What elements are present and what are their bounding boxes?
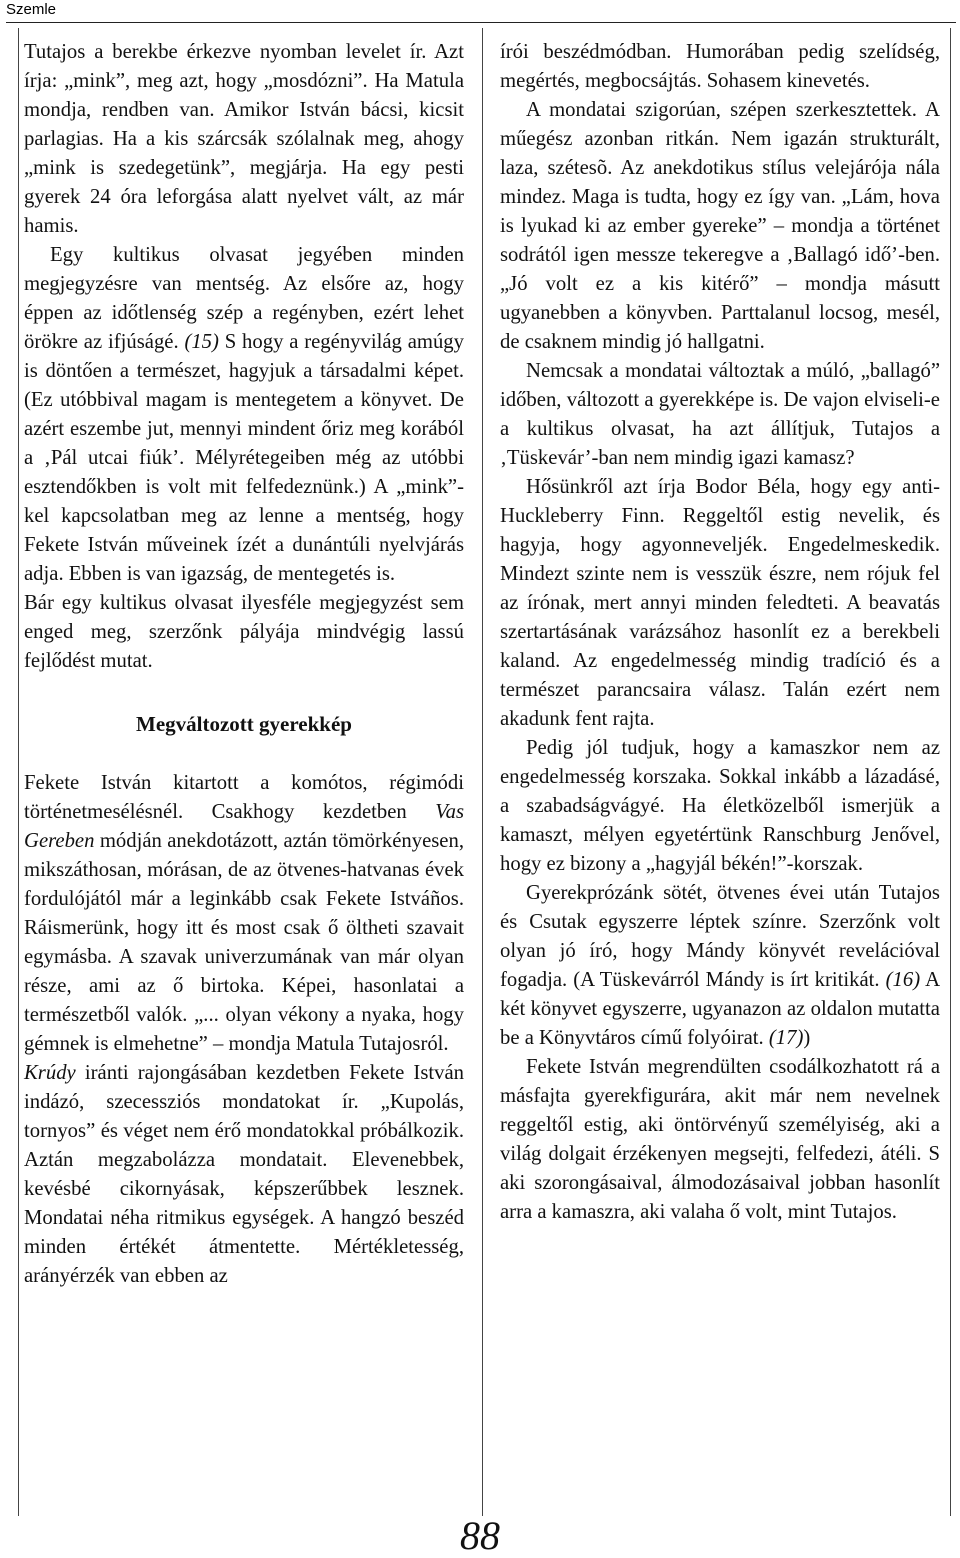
paragraph: Fekete István megrendülten csodálkozhatott rá a másfajta gyerekfigurára, akit már nem nevelnek reggeltől estig, aki öntörvényű személyiség, aki a világ dolgait érzékenyen megsejti, felfedezi, átéli. S aki szorongásaival, álmodozásaival jobban hasonlít arra a kamaszra, aki valaha ő volt, mint Tutajos. [500, 1056, 940, 1223]
right-border-rule [950, 28, 951, 1516]
left-column [24, 38, 464, 1291]
left-border-rule [18, 28, 19, 1516]
paragraph: Fekete István kitartott a komótos, régimódi történetmesélésnél. Csakhogy kezdetben Vas Gereben módján anekdotázott, aztán tömörkényesen, mikszáthosan, mórásan, de az ötvenes-hatvanas évek fordulójától már a leginkább csak Fekete Istváños. Ráismerünk, hogy itt és most csak ő öltheti szavait egymásba. A szavak univerzumának van már olyan része, ami az ő birtoka. Képei, hasonlatai a természetből valók. „... olyan vékony a nyaka, hogy gémnek is elmehetne” – mondja Matula Tutajosról. [24, 772, 465, 1055]
section-title: Szemle [6, 1, 57, 18]
paragraph: Nemcsak a mondatai változtak a múló, „ballagó” időben, változott a gyerekképe is. De vajon elviseli-e a kultikus olvasat, ha azt állítjuk, Tutajos a ‚Tüskevár’-ban nem mindig igazi kamasz? [500, 360, 940, 469]
page-number: 88 [460, 1513, 500, 1558]
paragraph: írói beszédmódban. Humorában pedig szelídség, megértés, megbocsájtás. Sohasem kinevetés. [500, 41, 940, 92]
footnote-reference: (15) [184, 331, 219, 353]
paragraph: Gyerekprózánk sötét, ötvenes évei után Tutajos és Csutak egyszerre léptek színre. Szerzőnk volt olyan jó író, hogy Mándy könyvét revelációval fogadja. (A Tüskevárról Mándy is írt kritikát. (16) A két könyvet egyszerre, ugyanazon az oldalon mutatta be a Könyvtáros című folyóirat. (17)) [500, 882, 941, 1049]
paragraph: Egy kultikus olvasat jegyében minden megjegyzésre van mentség. Az elsőre az, hogy éppen az időtlenség szép a regényben, ezért lehet örökre az ifjúságé. (15) S hogy a regényvilág amúgy is döntően a természet, hagyjuk a társadalmi képet. (Ez utóbbival magam is mentegetem a könyvet. De azért eszembe jut, mennyi mindent őriz meg korából a ‚Pál utcai fiúk’. Mélyrétegeiben még az utóbbi esztendőkben is volt mit felfedeznünk.) A „mink”-kel kapcsolatban meg az lenne a mentség, hogy Fekete István műveinek ízét a dunántúli nyelvjárás adja. Ebben is van igazság, de mentegetés is. [24, 244, 464, 585]
section-heading: Megváltozott gyerekkép [136, 712, 352, 736]
right-column [500, 38, 940, 1227]
paragraph: Hősünkről azt írja Bodor Béla, hogy egy anti-Huckleberry Finn. Reggeltől estig nevelik, és hagyja, hogy agyonneveljék. Engedelmeskedik. Mindezt szinte nem is vesszük észre, nem rójuk fel az írónak, mert annyi minden feledteti. A beavatás szertartásának varázsához hasonlít ez a berekbeli kaland. Az engedelmesség mindig tradíció és a természet parancsaira válasz. Talán ezért nem akadunk fent rajta. [500, 476, 940, 730]
author-name: Vas Gereben [24, 801, 465, 852]
footnote-reference: (16) [885, 969, 921, 991]
paragraph: Krúdy iránti rajongásában kezdetben Fekete István indázó, szecessziós mondatokat ír. „Kupolás, tornyos” és véget nem érő mondatokkal próbálkozik. Aztán megzabolázza mondatait. Elevenebbek, kevésbé cikornyásak, képszerűbbek lesznek. Mondatai néha ritmikus egységek. A hangzó beszéd minden értékét átmentette. Mértékletesség, arányérzék van ebben az [24, 1062, 464, 1287]
paragraph: Pedig jól tudjuk, hogy a kamaszkor nem az engedelmesség korszaka. Sokkal inkább a lázadásé, a szabadságvágyé. Ha életközelből ismerjük a kamaszt, mélyen egyetértünk Ranschburg Jenővel, hogy ez bizony a „hagyjál békén!”-korszak. [500, 737, 940, 875]
author-name: Krúdy [24, 1062, 76, 1084]
paragraph: A mondatai szigorúan, szépen szerkesztettek. A műegész azonban ritkán. Nem igazán strukturált, laza, szétesõ. Az anekdotikus stílus velejárója nála mindez. Maga is tudta, hogy ez így van. „Lám, hova is lyukad ki az ember gyereke” – mondja a történet sodrától igen messze tekeregve a ‚Ballagó idő’-ben. „Jó volt ez a kis kitérő” – mondja másutt ugyanebben a könyvben. Parttalanul locsog, mesél, de csaknem mindig jó hallgatni. [500, 99, 940, 353]
column-divider-rule [482, 28, 483, 1516]
paragraph: Bár egy kultikus olvasat ilyesféle megjegyzést sem enged meg, szerzőnk pályája mindvégig lassú fejlődést mutat. [24, 592, 464, 672]
paragraph: Tutajos a berekbe érkezve nyomban levelet ír. Azt írja: „mink”, meg azt, hogy „mosdózni”. Ha Matula mondja, rendben van. Amikor István bácsi, kicsit parlagias. Ha a kis szárcsák szólalnak meg, ahogy „mink is szedegetünk”, megjárja. Ha egy pesti gyerek 24 óra leforgása alatt nyelvet vált, az már hamis. [24, 41, 464, 237]
footnote-reference: (17) [768, 1027, 804, 1049]
running-header [6, 0, 956, 23]
